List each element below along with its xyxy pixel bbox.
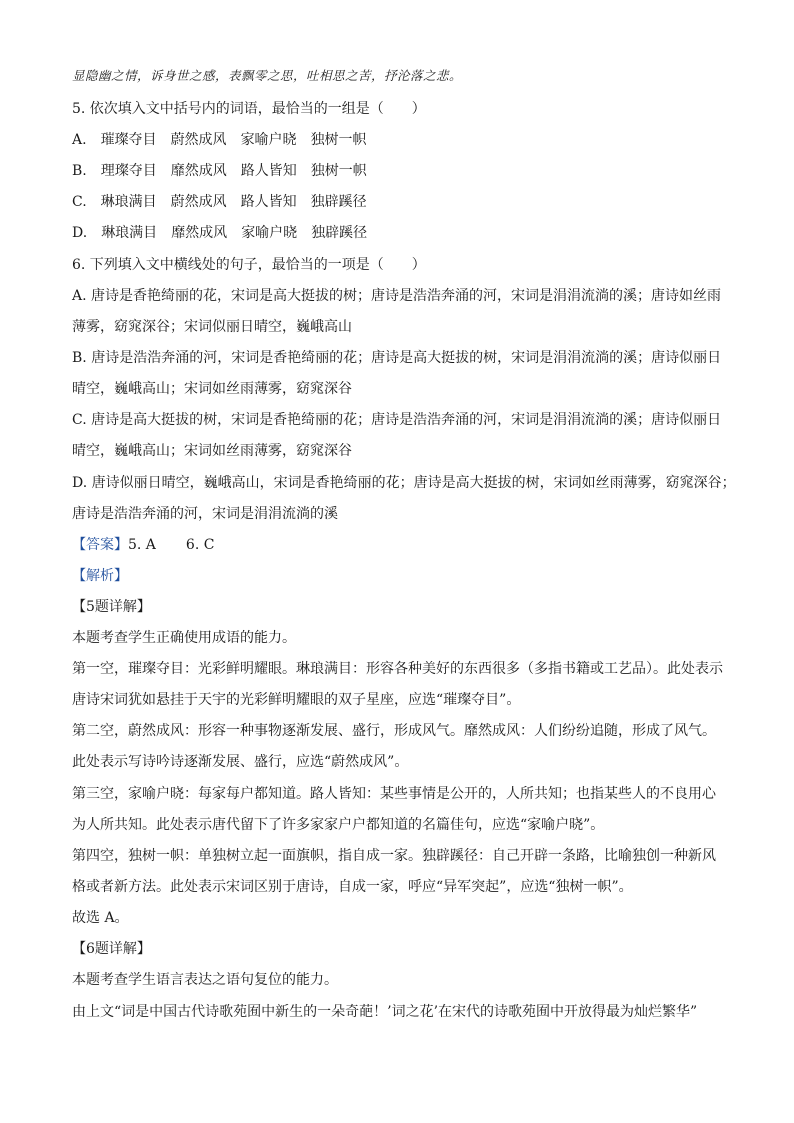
question-6-option-d-line2: 唐诗是浩浩奔涌的河，宋词是涓涓流淌的溪 [72, 506, 338, 522]
question-6-option-b-line1: B. 唐诗是浩浩奔涌的河，宋词是香艳绮丽的花；唐诗是高大挺拔的树，宋词是涓涓流淌的溪；唐诗似丽日 [72, 350, 722, 366]
option-word: 家喻户晓 [240, 132, 297, 148]
option-word: 路人皆知 [240, 163, 297, 179]
option-word: 理璨夺目 [100, 163, 157, 179]
option-letter: D. [72, 225, 88, 241]
option-word: 家喻户晓 [241, 225, 298, 241]
option-letter: C. [72, 194, 87, 210]
question-6-option-a-line1: A. 唐诗是香艳绮丽的花，宋词是高大挺拔的树；唐诗是浩浩奔涌的河，宋词是涓涓流淌的溪；唐诗如丝雨 [72, 288, 722, 304]
question-5-option-b [72, 161, 367, 181]
option-word: 独树一帜 [310, 163, 367, 179]
option-word: 蔚然成风 [170, 194, 227, 210]
question-6-option-a-line2: 薄雾，窈窕深谷；宋词似丽日晴空，巍峨高山 [72, 319, 352, 335]
question-5-detail-line3: 唐诗宋词犹如悬挂于天宇的光彩鲜明耀眼的双子星座，应选“璀璨夺目”。 [72, 692, 521, 708]
option-word: 靡然成风 [170, 163, 227, 179]
question-6-detail-tag: 【6题详解】 [72, 941, 151, 957]
option-word: 璀璨夺目 [100, 132, 157, 148]
option-word: 琳琅满目 [101, 225, 158, 241]
question-5-detail-line7: 为人所共知。此处表示唐代留下了许多家家户户都知道的名篇佳句，应选“家喻户晓”。 [72, 817, 605, 833]
question-5-detail-line2: 第一空，璀璨夺目：光彩鲜明耀眼。琳琅满目：形容各种美好的东西很多（多指书籍或工艺品）。此处表示 [72, 661, 723, 677]
question-5-detail-line1: 本题考查学生正确使用成语的能力。 [72, 630, 296, 646]
question-5-option-c [72, 192, 367, 212]
question-6-detail-line1: 本题考查学生语言表达之语句复位的能力。 [72, 972, 338, 988]
question-5-stem: 5. 依次填入文中括号内的词语，最恰当的一组是（ ） [72, 101, 426, 117]
option-letter: A. [72, 132, 87, 148]
analysis-tag: 【解析】 [72, 568, 128, 584]
question-5-option-a [72, 130, 367, 150]
option-word: 路人皆知 [240, 194, 297, 210]
question-6-option-c-line1: C. 唐诗是高大挺拔的树，宋词是香艳绮丽的花；唐诗是浩浩奔涌的河，宋词是涓涓流淌的溪；唐诗似丽日 [72, 412, 722, 428]
answer-6: 6. C [185, 537, 215, 553]
question-5-detail-line6: 第三空，家喻户晓：每家每户都知道。路人皆知：某些事情是公开的，人所共知；也指某些人的不良用心 [72, 786, 716, 802]
option-word: 独辟蹊径 [310, 194, 367, 210]
question-5-detail-tag: 【5题详解】 [72, 599, 151, 615]
option-word: 蔚然成风 [170, 132, 227, 148]
question-6-detail-line2: 由上文“词是中国古代诗歌苑囿中新生的一朵奇葩！’词之花’在宋代的诗歌苑囿中开放得最为灿烂繁华” [72, 1004, 698, 1020]
question-5-detail-line9: 格或者新方法。此处表示宋词区别于唐诗，自成一家，呼应“异军突起”，应选“独树一帜”。 [72, 879, 633, 895]
question-6-stem: 6. 下列填入文中横线处的句子，最恰当的一项是（ ） [72, 257, 426, 273]
option-letter: B. [72, 163, 87, 179]
question-5-detail-line5: 此处表示写诗吟诗逐渐发展、盛行，应选“蔚然成风”。 [72, 754, 409, 770]
option-word: 琳琅满目 [100, 194, 157, 210]
answer-line [72, 535, 214, 555]
question-6-option-d-line1: D. 唐诗似丽日晴空，巍峨高山，宋词是香艳绮丽的花；唐诗是高大挺拔的树，宋词如丝雨薄雾，窈窕深谷； [72, 475, 736, 491]
option-word: 靡然成风 [171, 225, 228, 241]
question-6-option-b-line2: 晴空，巍峨高山；宋词如丝雨薄雾，窈窕深谷 [72, 381, 352, 397]
answer-5: 5. A [128, 537, 156, 553]
answer-tag: 【答案】 [72, 537, 128, 553]
option-word: 独辟蹊径 [311, 225, 368, 241]
question-5-option-d [72, 223, 367, 243]
option-word: 独树一帜 [310, 132, 367, 148]
question-5-detail-line8: 第四空，独树一帜：单独树立起一面旗帜，指自成一家。独辟蹊径：自己开辟一条路，比喻独创一种新风 [72, 848, 716, 864]
question-5-conclusion: 故选 A。 [72, 910, 129, 926]
question-5-detail-line4: 第二空，蔚然成风：形容一种事物逐渐发展、盛行，形成风气。靡然成风：人们纷纷追随，形成了风气。 [72, 723, 716, 739]
question-6-option-c-line2: 晴空，巍峨高山；宋词如丝雨薄雾，窈窕深谷 [72, 443, 352, 459]
passage-end-line: 显隐幽之情，诉身世之感，表飘零之思，吐相思之苦，抒沦落之悲。 [72, 68, 463, 83]
